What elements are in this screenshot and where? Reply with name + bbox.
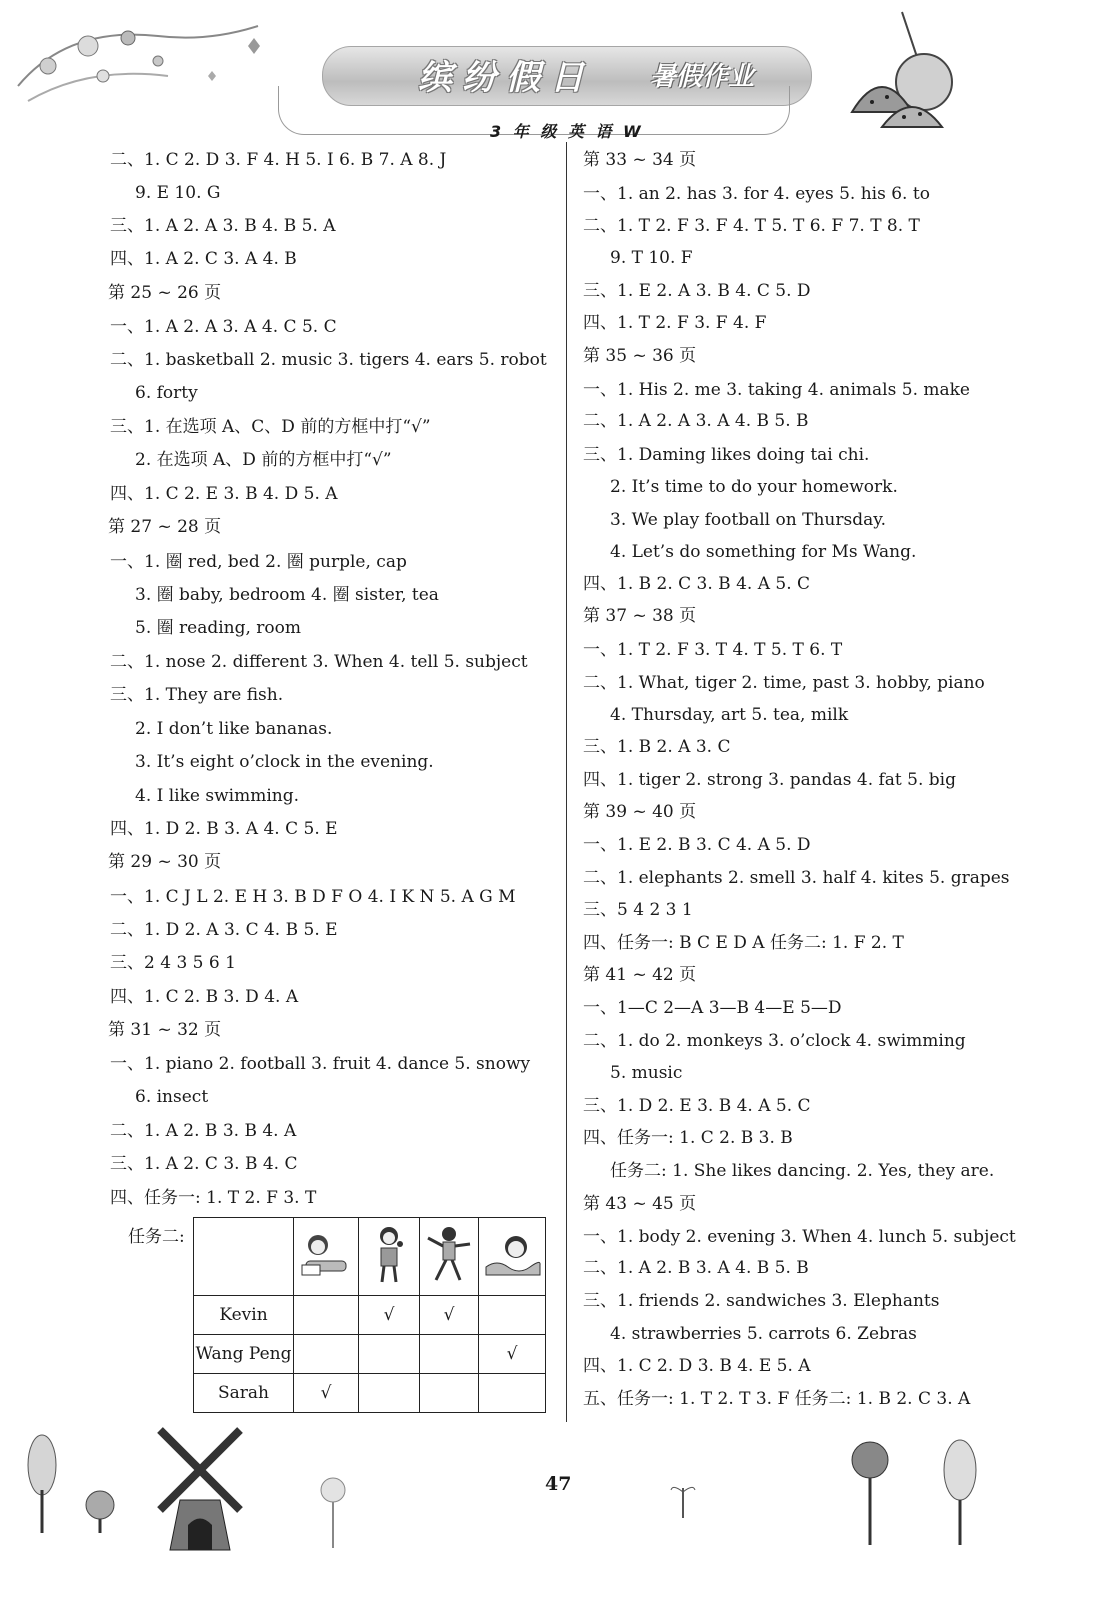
answer-line: 四、任务一: B C E D A 任务二: 1. F 2. T [583, 933, 904, 953]
answer-line: 二、1. nose 2. different 3. When 4. tell 5. subject [110, 652, 528, 672]
answer-line: 任务二: 1. She likes dancing. 2. Yes, they are. [610, 1161, 995, 1181]
answer-line: 三、1. 在选项 A、C、D 前的方框中打“√” [110, 417, 431, 437]
answer-line: 一、1. body 2. evening 3. When 4. lunch 5. subject [583, 1227, 1016, 1247]
row-name: Wang Peng [194, 1335, 294, 1374]
answer-line: 一、1. piano 2. football 3. fruit 4. dance 5. snowy [110, 1054, 531, 1074]
tree-decoration-left [20, 1425, 130, 1535]
singing-child-icon [359, 1218, 420, 1296]
answer-line: 三、1. D 2. E 3. B 4. A 5. C [583, 1096, 811, 1116]
answer-line: 三、1. Daming likes doing tai chi. [583, 445, 870, 465]
answer-line: 6. insect [135, 1087, 209, 1107]
answer-line: 二、1. do 2. monkeys 3. o’clock 4. swimming [583, 1031, 966, 1051]
answer-line: 4. I like swimming. [135, 786, 300, 806]
answer-line: 5. music [610, 1063, 683, 1083]
book-title: 缤纷假日 [418, 58, 594, 98]
check-cell [359, 1335, 420, 1374]
answer-line: 四、1. B 2. C 3. B 4. A 5. C [583, 574, 811, 594]
page-range-heading: 第 39 ~ 40 页 [583, 802, 697, 822]
answer-line: 4. Let’s do something for Ms Wang. [610, 542, 917, 562]
answer-line: 三、1. A 2. C 3. B 4. C [110, 1154, 298, 1174]
dancing-child-icon [420, 1218, 479, 1296]
answer-line: 2. It’s time to do your homework. [610, 477, 898, 497]
page-range-heading: 第 33 ~ 34 页 [583, 150, 697, 170]
answer-line: 四、1. tiger 2. strong 3. pandas 4. fat 5. big [583, 770, 956, 790]
check-cell [294, 1335, 359, 1374]
answer-line: 三、1. friends 2. sandwiches 3. Elephants [583, 1291, 940, 1311]
answer-line: 二、1. C 2. D 3. F 4. H 5. I 6. B 7. A 8. J [110, 150, 447, 170]
answer-line: 三、5 4 2 3 1 [583, 900, 693, 920]
answer-line: 一、1. A 2. A 3. A 4. C 5. C [110, 317, 337, 337]
answer-line: 四、1. C 2. E 3. B 4. D 5. A [110, 484, 338, 504]
answer-line: 四、1. D 2. B 3. A 4. C 5. E [110, 819, 338, 839]
answer-line: 二、1. D 2. A 3. C 4. B 5. E [110, 920, 338, 940]
page-range-heading: 第 35 ~ 36 页 [583, 346, 697, 366]
answer-line: 二、1. A 2. A 3. A 4. B 5. B [583, 411, 809, 431]
check-cell: √ [420, 1296, 479, 1335]
page-range-heading: 第 37 ~ 38 页 [583, 606, 697, 626]
swimming-child-icon [479, 1218, 546, 1296]
flower-decoration-right [840, 1430, 1000, 1550]
sprout-decoration [668, 1480, 698, 1520]
answer-line: 二、1. A 2. B 3. A 4. B 5. B [583, 1258, 809, 1278]
answer-line: 6. forty [135, 383, 198, 403]
answer-line: 三、1. A 2. A 3. B 4. B 5. A [110, 216, 336, 236]
answer-line: 一、1. C J L 2. E H 3. B D F O 4. I K N 5. A G M [110, 887, 516, 907]
page-range-heading: 第 29 ~ 30 页 [108, 852, 222, 872]
answer-line: 2. 在选项 A、D 前的方框中打“√” [135, 450, 392, 470]
answer-line: 3. We play football on Thursday. [610, 510, 886, 530]
answer-line: 一、1. 圈 red, bed 2. 圈 purple, cap [110, 552, 407, 572]
page-range-heading: 第 31 ~ 32 页 [108, 1020, 222, 1040]
flower-decoration-middle [308, 1470, 358, 1550]
column-divider [566, 142, 567, 1422]
answer-line: 2. I don’t like bananas. [135, 719, 333, 739]
answer-line: 四、任务一: 1. C 2. B 3. B [583, 1128, 793, 1148]
check-cell [479, 1374, 546, 1413]
check-cell [420, 1374, 479, 1413]
answer-line: 三、1. B 2. A 3. C [583, 737, 731, 757]
table-row [194, 1335, 546, 1374]
reading-child-icon [294, 1218, 359, 1296]
answer-line: 四、1. A 2. C 3. A 4. B [110, 249, 297, 269]
table-row [194, 1374, 546, 1413]
windmill-decoration [140, 1420, 260, 1560]
answer-line: 五、任务一: 1. T 2. T 3. F 任务二: 1. B 2. C 3. A [583, 1389, 971, 1409]
answer-line: 一、1. an 2. has 3. for 4. eyes 5. his 6. to [583, 184, 930, 204]
page-range-heading: 第 43 ~ 45 页 [583, 1194, 697, 1214]
answer-line: 二、1. basketball 2. music 3. tigers 4. ears 5. robot [110, 350, 547, 370]
grade-subject-label: 3 年 级 英 语 W [490, 122, 644, 141]
answer-line: 一、1—C 2—A 3—B 4—E 5—D [583, 998, 842, 1018]
check-cell [420, 1335, 479, 1374]
answer-line: 9. T 10. F [610, 248, 693, 268]
answer-line: 一、1. E 2. B 3. C 4. A 5. D [583, 835, 811, 855]
answer-line: 5. 圈 reading, room [135, 618, 302, 638]
check-cell: √ [294, 1374, 359, 1413]
table-row [194, 1296, 546, 1335]
answer-line: 4. strawberries 5. carrots 6. Zebras [610, 1324, 917, 1344]
answer-line: 三、2 4 3 5 6 1 [110, 953, 236, 973]
check-cell: √ [479, 1335, 546, 1374]
answer-line: 三、1. E 2. A 3. B 4. C 5. D [583, 281, 811, 301]
row-name: Kevin [194, 1296, 294, 1335]
row-name: Sarah [194, 1374, 294, 1413]
answer-line: 二、1. elephants 2. smell 3. half 4. kites 5. grapes [583, 868, 1010, 888]
answer-line: 9. E 10. G [135, 183, 221, 203]
page-range-heading: 第 25 ~ 26 页 [108, 283, 222, 303]
answer-line: 3. 圈 baby, bedroom 4. 圈 sister, tea [135, 585, 439, 605]
answer-line: 四、1. C 2. D 3. B 4. E 5. A [583, 1356, 811, 1376]
watermelon-drink-decoration [842, 2, 972, 137]
corner-cell [194, 1218, 294, 1296]
page-range-heading: 第 41 ~ 42 页 [583, 965, 697, 985]
answer-line: 四、1. T 2. F 3. F 4. F [583, 313, 767, 333]
check-cell [359, 1374, 420, 1413]
answer-line: 二、1. T 2. F 3. F 4. T 5. T 6. F 7. T 8. T [583, 216, 920, 236]
answer-line: 4. Thursday, art 5. tea, milk [610, 705, 849, 725]
task2-label: 任务二: [128, 1227, 185, 1247]
answer-line: 一、1. T 2. F 3. T 4. T 5. T 6. T [583, 640, 843, 660]
answer-line: 3. It’s eight o’clock in the evening. [135, 752, 434, 772]
hobby-table [193, 1217, 546, 1413]
answer-line: 二、1. What, tiger 2. time, past 3. hobby, piano [583, 673, 985, 693]
answer-line: 二、1. A 2. B 3. B 4. A [110, 1121, 297, 1141]
check-cell [479, 1296, 546, 1335]
check-cell [294, 1296, 359, 1335]
answer-line: 四、1. C 2. B 3. D 4. A [110, 987, 299, 1007]
book-subtitle: 暑假作业 [650, 62, 755, 92]
answer-line: 三、1. They are fish. [110, 685, 284, 705]
floral-corner-decoration [8, 6, 278, 116]
answer-line: 四、任务一: 1. T 2. F 3. T [110, 1188, 317, 1208]
page-range-heading: 第 27 ~ 28 页 [108, 517, 222, 537]
check-cell: √ [359, 1296, 420, 1335]
page-number: 47 [545, 1473, 572, 1495]
answer-line: 一、1. His 2. me 3. taking 4. animals 5. make [583, 380, 970, 400]
icon-header-row [194, 1218, 546, 1296]
